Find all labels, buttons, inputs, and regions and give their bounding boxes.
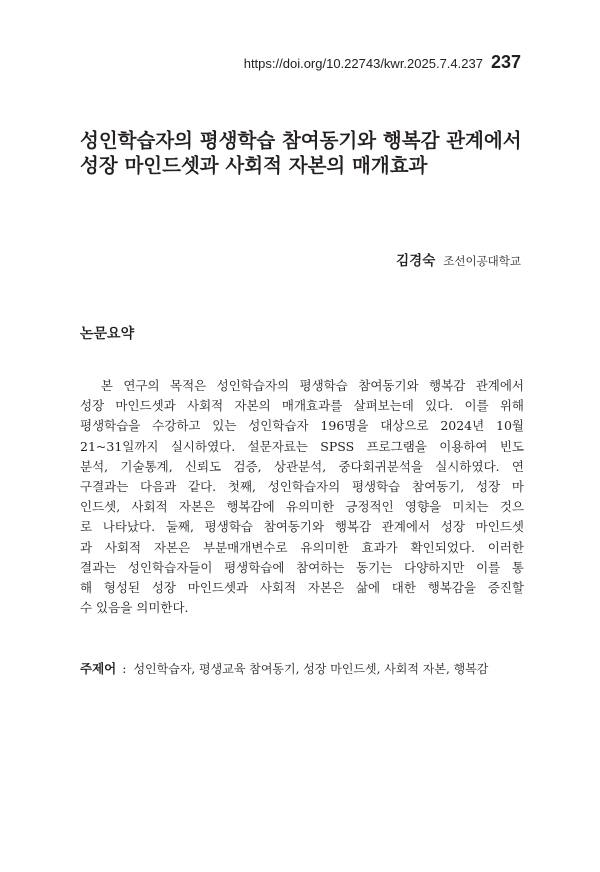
abstract-heading: 논문요약 [80,326,135,342]
author-name: 김경숙 [396,253,436,269]
page-number: 237 [490,52,521,72]
abstract-line: 21~31일까지 실시하였다. 설문자료는 SPSS 프로그램을 이용하여 빈도 [80,438,524,454]
author-block [396,249,521,269]
author-affiliation: 조선이공대학교 [443,254,521,268]
paper-title [80,128,540,178]
abstract-line: 평생학습을 수강하고 있는 성인학습자 196명을 대상으로 2024년 10월 [80,418,524,434]
page-header [244,52,521,80]
abstract-line: 해 형성된 성장 마인드셋과 사회적 자본은 삶에 대한 행복감을 증진할 [80,579,524,595]
abstract-body [80,376,524,618]
paper-title-line-2: 성장 마인드셋과 사회적 자본의 매개효과 [80,154,428,177]
abstract-line: 인드셋, 사회적 자본은 행복감에 유의미한 긍정적인 영향을 미치는 것으 [80,499,524,515]
abstract-line: 구결과는 다음과 같다. 첫째, 성인학습자의 평생학습 참여동기, 성장 마 [80,478,524,494]
abstract-line: 분석, 기술통계, 신뢰도 검증, 상관분석, 중다회귀분석을 실시하였다. 연 [80,458,524,474]
abstract-line: 성장 마인드셋과 사회적 자본의 매개효과를 살펴보는데 있다. 이를 위해 [80,398,524,414]
paper-title-line-1: 성인학습자의 평생학습 참여동기와 행복감 관계에서 [80,129,522,152]
abstract-line: 수 있음을 의미한다. [80,600,189,616]
keywords-separator: : [122,661,127,676]
abstract-line: 과 사회적 자본은 부분매개변수로 유의미한 효과가 확인되었다. 이러한 [80,539,524,555]
abstract-line: 로 나타났다. 둘째, 평생학습 참여동기와 행복감 관계에서 성장 마인드셋 [80,519,524,535]
abstract-line: 결과는 성인학습자들이 평생학습에 참여하는 동기는 다양하지만 이를 통 [80,559,524,575]
keywords-list: 성인학습자, 평생교육 참여동기, 성장 마인드셋, 사회적 자본, 행복감 [133,662,489,676]
abstract-line: 본 연구의 목적은 성인학습자의 평생학습 참여동기와 행복감 관계에서 [80,378,524,393]
keywords-label: 주제어 [80,661,117,676]
doi-link[interactable]: https://doi.org/10.22743/kwr.2025.7.4.237 [243,56,483,71]
keywords-row [80,659,530,677]
